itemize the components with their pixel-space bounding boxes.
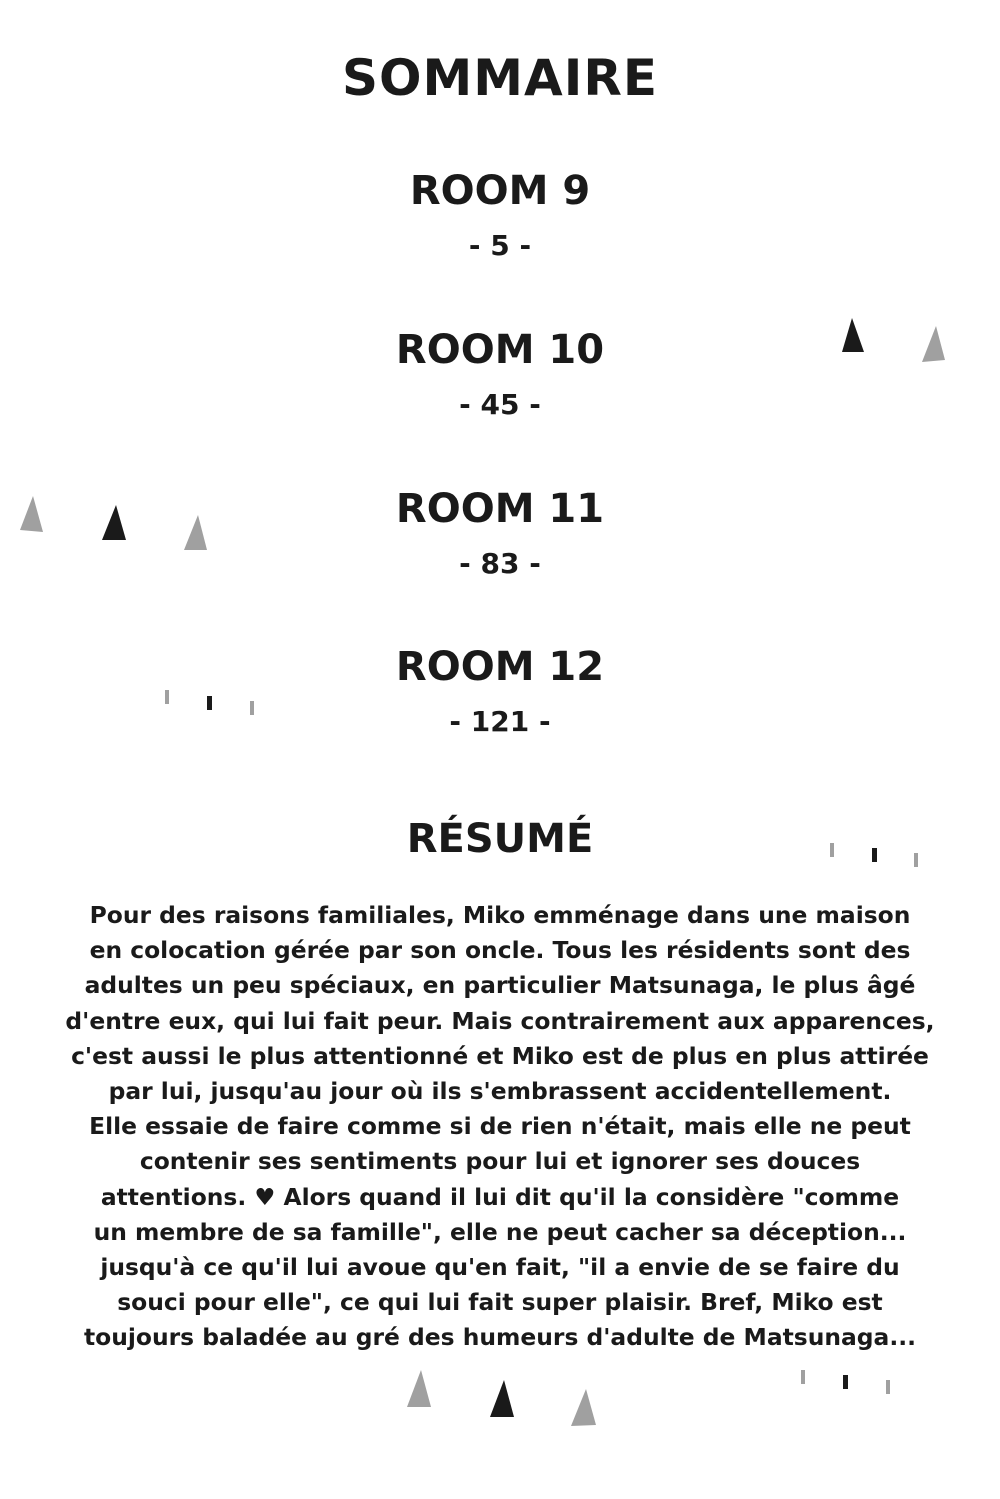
summary-line: toujours baladée au gré des humeurs d'adulte de Matsunaga... [83, 1323, 916, 1352]
toc-entry-title: ROOM 11 [395, 486, 605, 532]
dash-icon [843, 1375, 848, 1389]
dash-icon [886, 1380, 890, 1394]
summary-line: contenir ses sentiments pour lui et ignorer ses douces [139, 1147, 861, 1176]
summary-line: adultes un peu spéciaux, en particulier Matsunaga, le plus âgé [84, 971, 916, 1000]
summary-line: par lui, jusqu'au jour où ils s'embrassent accidentellement. [108, 1077, 892, 1106]
dash-icon [830, 843, 834, 857]
dash-icon [801, 1370, 805, 1384]
toc-entry-title: ROOM 12 [395, 644, 605, 690]
summary-title: RÉSUMÉ [406, 816, 594, 862]
summary-line: un membre de sa famille", elle ne peut cacher sa déception... [93, 1217, 907, 1246]
triangle-icon [102, 505, 126, 540]
toc-entry-page: - 83 - [459, 547, 541, 580]
toc-entry-page: - 121 - [449, 705, 551, 738]
dash-icon [872, 848, 877, 862]
summary-line: c'est aussi le plus attentionné et Miko est de plus en plus attirée [71, 1041, 929, 1070]
dash-icon [207, 696, 212, 710]
page-title: SOMMAIRE [342, 49, 658, 107]
summary-line: Pour des raisons familiales, Miko emménage dans une maison [89, 901, 911, 929]
triangle-icon [842, 318, 864, 352]
triangle-icon [571, 1389, 596, 1426]
toc-entry-page: - 45 - [459, 388, 541, 421]
triangle-icon [20, 496, 43, 532]
dash-icon [165, 690, 169, 704]
summary-line: Elle essaie de faire comme si de rien n'était, mais elle ne peut [89, 1112, 911, 1141]
toc-entry-title: ROOM 10 [395, 327, 605, 373]
triangle-icon [407, 1370, 431, 1407]
summary-line: attentions. ♥ Alors quand il lui dit qu'il la considère "comme [100, 1182, 900, 1211]
summary-line: en colocation gérée par son oncle. Tous les résidents sont des [89, 936, 911, 965]
toc-entry-title: ROOM 9 [409, 168, 591, 214]
triangle-icon [922, 326, 945, 362]
triangle-icon [184, 515, 207, 550]
summary-line: d'entre eux, qui lui fait peur. Mais contrairement aux apparences, [65, 1006, 935, 1035]
dash-icon [914, 853, 918, 867]
summary-line: jusqu'à ce qu'il lui avoue qu'en fait, "il a envie de se faire du [100, 1253, 900, 1282]
toc-entry-page: - 5 - [468, 229, 532, 262]
summary-line: souci pour elle", ce qui lui fait super plaisir. Bref, Miko est [117, 1288, 883, 1317]
dash-icon [250, 701, 254, 715]
triangle-icon [490, 1380, 514, 1417]
